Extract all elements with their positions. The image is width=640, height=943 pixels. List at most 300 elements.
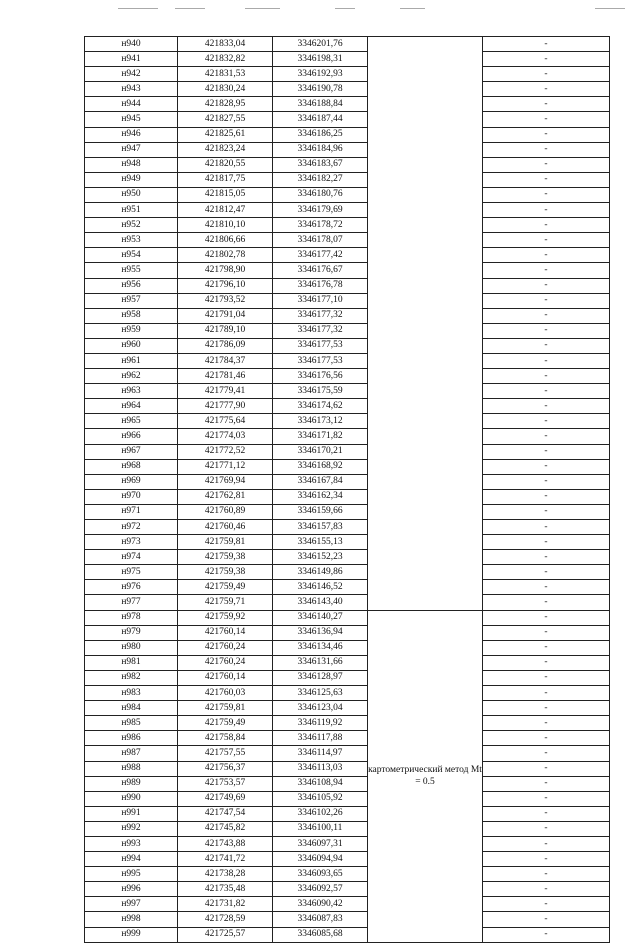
note-cell: -	[483, 776, 610, 791]
x-coordinate-cell: 421743,88	[178, 836, 273, 851]
point-name-cell: н965	[85, 414, 178, 429]
point-name-cell: н941	[85, 52, 178, 67]
x-coordinate-cell: 421725,57	[178, 927, 273, 942]
table-row	[85, 414, 610, 429]
x-coordinate-cell: 421759,71	[178, 595, 273, 610]
note-cell: -	[483, 867, 610, 882]
note-cell: -	[483, 791, 610, 806]
x-coordinate-cell: 421825,61	[178, 127, 273, 142]
note-cell: -	[483, 172, 610, 187]
note-cell: -	[483, 187, 610, 202]
point-name-cell: н964	[85, 399, 178, 414]
y-coordinate-cell: 3346128,97	[273, 670, 368, 685]
x-coordinate-cell: 421823,24	[178, 142, 273, 157]
note-cell: -	[483, 308, 610, 323]
x-coordinate-cell: 421802,78	[178, 248, 273, 263]
table-row	[85, 142, 610, 157]
table-row	[85, 686, 610, 701]
y-coordinate-cell: 3346125,63	[273, 686, 368, 701]
x-coordinate-cell: 421759,81	[178, 701, 273, 716]
y-coordinate-cell: 3346094,94	[273, 852, 368, 867]
y-coordinate-cell: 3346168,92	[273, 459, 368, 474]
x-coordinate-cell: 421728,59	[178, 912, 273, 927]
y-coordinate-cell: 3346159,66	[273, 504, 368, 519]
point-name-cell: н949	[85, 172, 178, 187]
y-coordinate-cell: 3346176,67	[273, 263, 368, 278]
table-row	[85, 670, 610, 685]
note-cell: -	[483, 67, 610, 82]
note-cell: -	[483, 489, 610, 504]
y-coordinate-cell: 3346119,92	[273, 716, 368, 731]
note-cell: -	[483, 263, 610, 278]
point-name-cell: н973	[85, 535, 178, 550]
coordinates-table-sheet	[84, 36, 610, 943]
table-row	[85, 504, 610, 519]
note-cell: -	[483, 248, 610, 263]
note-cell: -	[483, 218, 610, 233]
point-name-cell: н958	[85, 308, 178, 323]
point-name-cell: н947	[85, 142, 178, 157]
table-row	[85, 912, 610, 927]
table-row	[85, 655, 610, 670]
y-coordinate-cell: 3346167,84	[273, 474, 368, 489]
x-coordinate-cell: 421815,05	[178, 187, 273, 202]
y-coordinate-cell: 3346179,69	[273, 203, 368, 218]
point-name-cell: н990	[85, 791, 178, 806]
table-row	[85, 580, 610, 595]
note-cell: -	[483, 112, 610, 127]
note-cell: -	[483, 369, 610, 384]
x-coordinate-cell: 421775,64	[178, 414, 273, 429]
note-cell: -	[483, 640, 610, 655]
x-coordinate-cell: 421759,49	[178, 716, 273, 731]
point-name-cell: н997	[85, 897, 178, 912]
point-name-cell: н972	[85, 520, 178, 535]
table-row	[85, 172, 610, 187]
x-coordinate-cell: 421769,94	[178, 474, 273, 489]
y-coordinate-cell: 3346093,65	[273, 867, 368, 882]
note-cell: -	[483, 610, 610, 625]
y-coordinate-cell: 3346108,94	[273, 776, 368, 791]
x-coordinate-cell: 421759,38	[178, 565, 273, 580]
table-row	[85, 595, 610, 610]
table-row	[85, 157, 610, 172]
note-cell: -	[483, 384, 610, 399]
x-coordinate-cell: 421759,49	[178, 580, 273, 595]
note-cell: -	[483, 233, 610, 248]
point-name-cell: н980	[85, 640, 178, 655]
point-name-cell: н987	[85, 746, 178, 761]
table-row	[85, 535, 610, 550]
note-cell: -	[483, 82, 610, 97]
point-name-cell: н986	[85, 731, 178, 746]
y-coordinate-cell: 3346105,92	[273, 791, 368, 806]
point-name-cell: н995	[85, 867, 178, 882]
point-name-cell: н957	[85, 293, 178, 308]
point-name-cell: н945	[85, 112, 178, 127]
note-cell: -	[483, 927, 610, 942]
note-cell: -	[483, 821, 610, 836]
y-coordinate-cell: 3346162,34	[273, 489, 368, 504]
point-name-cell: н988	[85, 761, 178, 776]
x-coordinate-cell: 421771,12	[178, 459, 273, 474]
note-cell: -	[483, 580, 610, 595]
x-coordinate-cell: 421760,14	[178, 625, 273, 640]
table-row	[85, 927, 610, 942]
x-coordinate-cell: 421753,57	[178, 776, 273, 791]
x-coordinate-cell: 421760,14	[178, 670, 273, 685]
x-coordinate-cell: 421759,92	[178, 610, 273, 625]
table-row	[85, 836, 610, 851]
y-coordinate-cell: 3346187,44	[273, 112, 368, 127]
coordinates-table-body	[85, 37, 610, 943]
table-row	[85, 897, 610, 912]
y-coordinate-cell: 3346178,72	[273, 218, 368, 233]
point-name-cell: н982	[85, 670, 178, 685]
y-coordinate-cell: 3346190,78	[273, 82, 368, 97]
note-cell: -	[483, 535, 610, 550]
y-coordinate-cell: 3346177,32	[273, 308, 368, 323]
y-coordinate-cell: 3346176,78	[273, 278, 368, 293]
table-row	[85, 399, 610, 414]
note-cell: -	[483, 293, 610, 308]
x-coordinate-cell: 421784,37	[178, 353, 273, 368]
table-row	[85, 37, 610, 52]
point-name-cell: н996	[85, 882, 178, 897]
table-row	[85, 550, 610, 565]
note-cell: -	[483, 670, 610, 685]
x-coordinate-cell: 421760,89	[178, 504, 273, 519]
point-name-cell: н950	[85, 187, 178, 202]
y-coordinate-cell: 3346177,53	[273, 353, 368, 368]
point-name-cell: н981	[85, 655, 178, 670]
note-cell: -	[483, 414, 610, 429]
x-coordinate-cell: 421731,82	[178, 897, 273, 912]
point-name-cell: н946	[85, 127, 178, 142]
x-coordinate-cell: 421759,38	[178, 550, 273, 565]
point-name-cell: н976	[85, 580, 178, 595]
y-coordinate-cell: 3346177,42	[273, 248, 368, 263]
point-name-cell: н955	[85, 263, 178, 278]
point-name-cell: н994	[85, 852, 178, 867]
table-row	[85, 218, 610, 233]
point-name-cell: н956	[85, 278, 178, 293]
note-cell: -	[483, 731, 610, 746]
method-label: картометрический метод Mt = 0.5	[368, 764, 482, 787]
y-coordinate-cell: 3346143,40	[273, 595, 368, 610]
table-row	[85, 233, 610, 248]
table-row	[85, 731, 610, 746]
y-coordinate-cell: 3346174,62	[273, 399, 368, 414]
point-name-cell: н954	[85, 248, 178, 263]
y-coordinate-cell: 3346183,67	[273, 157, 368, 172]
note-cell: -	[483, 595, 610, 610]
y-coordinate-cell: 3346113,03	[273, 761, 368, 776]
point-name-cell: н943	[85, 82, 178, 97]
x-coordinate-cell: 421786,09	[178, 338, 273, 353]
note-cell: -	[483, 157, 610, 172]
y-coordinate-cell: 3346085,68	[273, 927, 368, 942]
x-coordinate-cell: 421832,82	[178, 52, 273, 67]
table-row	[85, 852, 610, 867]
x-coordinate-cell: 421817,75	[178, 172, 273, 187]
x-coordinate-cell: 421756,37	[178, 761, 273, 776]
table-row	[85, 384, 610, 399]
table-row	[85, 308, 610, 323]
note-cell: -	[483, 278, 610, 293]
note-cell: -	[483, 504, 610, 519]
table-row	[85, 353, 610, 368]
x-coordinate-cell: 421789,10	[178, 323, 273, 338]
x-coordinate-cell: 421830,24	[178, 82, 273, 97]
y-coordinate-cell: 3346149,86	[273, 565, 368, 580]
note-cell: -	[483, 429, 610, 444]
x-coordinate-cell: 421735,48	[178, 882, 273, 897]
point-name-cell: н983	[85, 686, 178, 701]
table-row	[85, 338, 610, 353]
note-cell: -	[483, 686, 610, 701]
x-coordinate-cell: 421749,69	[178, 791, 273, 806]
y-coordinate-cell: 3346201,76	[273, 37, 368, 52]
y-coordinate-cell: 3346173,12	[273, 414, 368, 429]
y-coordinate-cell: 3346192,93	[273, 67, 368, 82]
method-cell	[368, 610, 483, 942]
table-row	[85, 882, 610, 897]
table-row	[85, 791, 610, 806]
table-row	[85, 701, 610, 716]
method-cell-empty	[368, 37, 483, 611]
table-row	[85, 716, 610, 731]
x-coordinate-cell: 421762,81	[178, 489, 273, 504]
point-name-cell: н940	[85, 37, 178, 52]
note-cell: -	[483, 203, 610, 218]
point-name-cell: н992	[85, 821, 178, 836]
point-name-cell: н963	[85, 384, 178, 399]
note-cell: -	[483, 142, 610, 157]
y-coordinate-cell: 3346152,23	[273, 550, 368, 565]
y-coordinate-cell: 3346102,26	[273, 806, 368, 821]
x-coordinate-cell: 421760,24	[178, 655, 273, 670]
table-row	[85, 278, 610, 293]
x-coordinate-cell: 421791,04	[178, 308, 273, 323]
table-row	[85, 565, 610, 580]
x-coordinate-cell: 421810,10	[178, 218, 273, 233]
note-cell: -	[483, 912, 610, 927]
point-name-cell: н952	[85, 218, 178, 233]
note-cell: -	[483, 127, 610, 142]
y-coordinate-cell: 3346090,42	[273, 897, 368, 912]
y-coordinate-cell: 3346155,13	[273, 535, 368, 550]
point-name-cell: н966	[85, 429, 178, 444]
point-name-cell: н959	[85, 323, 178, 338]
point-name-cell: н998	[85, 912, 178, 927]
x-coordinate-cell: 421820,55	[178, 157, 273, 172]
y-coordinate-cell: 3346176,56	[273, 369, 368, 384]
y-coordinate-cell: 3346114,97	[273, 746, 368, 761]
note-cell: -	[483, 882, 610, 897]
note-cell: -	[483, 625, 610, 640]
table-row	[85, 459, 610, 474]
table-row	[85, 112, 610, 127]
y-coordinate-cell: 3346097,31	[273, 836, 368, 851]
y-coordinate-cell: 3346180,76	[273, 187, 368, 202]
x-coordinate-cell: 421772,52	[178, 444, 273, 459]
table-row	[85, 444, 610, 459]
point-name-cell: н978	[85, 610, 178, 625]
table-row	[85, 248, 610, 263]
table-row	[85, 203, 610, 218]
note-cell: -	[483, 520, 610, 535]
coordinates-table	[84, 36, 610, 943]
y-coordinate-cell: 3346177,10	[273, 293, 368, 308]
y-coordinate-cell: 3346171,82	[273, 429, 368, 444]
y-coordinate-cell: 3346177,53	[273, 338, 368, 353]
note-cell: -	[483, 353, 610, 368]
table-row	[85, 520, 610, 535]
x-coordinate-cell: 421747,54	[178, 806, 273, 821]
x-coordinate-cell: 421833,04	[178, 37, 273, 52]
note-cell: -	[483, 52, 610, 67]
x-coordinate-cell: 421738,28	[178, 867, 273, 882]
note-cell: -	[483, 852, 610, 867]
y-coordinate-cell: 3346136,94	[273, 625, 368, 640]
note-cell: -	[483, 459, 610, 474]
x-coordinate-cell: 421781,46	[178, 369, 273, 384]
x-coordinate-cell: 421774,03	[178, 429, 273, 444]
x-coordinate-cell: 421777,90	[178, 399, 273, 414]
x-coordinate-cell: 421793,52	[178, 293, 273, 308]
table-row	[85, 821, 610, 836]
note-cell: -	[483, 761, 610, 776]
note-cell: -	[483, 444, 610, 459]
point-name-cell: н944	[85, 97, 178, 112]
point-name-cell: н991	[85, 806, 178, 821]
table-row	[85, 761, 610, 776]
point-name-cell: н975	[85, 565, 178, 580]
note-cell: -	[483, 323, 610, 338]
point-name-cell: н999	[85, 927, 178, 942]
note-cell: -	[483, 746, 610, 761]
point-name-cell: н960	[85, 338, 178, 353]
table-row	[85, 746, 610, 761]
y-coordinate-cell: 3346100,11	[273, 821, 368, 836]
x-coordinate-cell: 421831,53	[178, 67, 273, 82]
table-row	[85, 806, 610, 821]
table-row	[85, 776, 610, 791]
y-coordinate-cell: 3346198,31	[273, 52, 368, 67]
point-name-cell: н979	[85, 625, 178, 640]
y-coordinate-cell: 3346087,83	[273, 912, 368, 927]
table-row	[85, 489, 610, 504]
point-name-cell: н961	[85, 353, 178, 368]
x-coordinate-cell: 421759,81	[178, 535, 273, 550]
note-cell: -	[483, 836, 610, 851]
table-row	[85, 625, 610, 640]
y-coordinate-cell: 3346182,27	[273, 172, 368, 187]
y-coordinate-cell: 3346117,88	[273, 731, 368, 746]
y-coordinate-cell: 3346140,27	[273, 610, 368, 625]
y-coordinate-cell: 3346184,96	[273, 142, 368, 157]
note-cell: -	[483, 897, 610, 912]
point-name-cell: н968	[85, 459, 178, 474]
table-row	[85, 263, 610, 278]
point-name-cell: н989	[85, 776, 178, 791]
note-cell: -	[483, 716, 610, 731]
x-coordinate-cell: 421758,84	[178, 731, 273, 746]
point-name-cell: н953	[85, 233, 178, 248]
table-row	[85, 293, 610, 308]
point-name-cell: н977	[85, 595, 178, 610]
point-name-cell: н962	[85, 369, 178, 384]
point-name-cell: н948	[85, 157, 178, 172]
table-row	[85, 82, 610, 97]
x-coordinate-cell: 421796,10	[178, 278, 273, 293]
y-coordinate-cell: 3346170,21	[273, 444, 368, 459]
point-name-cell: н951	[85, 203, 178, 218]
note-cell: -	[483, 701, 610, 716]
point-name-cell: н985	[85, 716, 178, 731]
point-name-cell: н967	[85, 444, 178, 459]
y-coordinate-cell: 3346177,32	[273, 323, 368, 338]
note-cell: -	[483, 550, 610, 565]
point-name-cell: н971	[85, 504, 178, 519]
x-coordinate-cell: 421760,03	[178, 686, 273, 701]
x-coordinate-cell: 421745,82	[178, 821, 273, 836]
table-row	[85, 429, 610, 444]
y-coordinate-cell: 3346157,83	[273, 520, 368, 535]
y-coordinate-cell: 3346134,46	[273, 640, 368, 655]
table-row	[85, 474, 610, 489]
x-coordinate-cell: 421812,47	[178, 203, 273, 218]
x-coordinate-cell: 421806,66	[178, 233, 273, 248]
point-name-cell: н984	[85, 701, 178, 716]
point-name-cell: н993	[85, 836, 178, 851]
x-coordinate-cell: 421741,72	[178, 852, 273, 867]
y-coordinate-cell: 3346175,59	[273, 384, 368, 399]
table-row	[85, 323, 610, 338]
note-cell: -	[483, 565, 610, 580]
y-coordinate-cell: 3346146,52	[273, 580, 368, 595]
x-coordinate-cell: 421779,41	[178, 384, 273, 399]
point-name-cell: н974	[85, 550, 178, 565]
table-row	[85, 97, 610, 112]
y-coordinate-cell: 3346188,84	[273, 97, 368, 112]
y-coordinate-cell: 3346186,25	[273, 127, 368, 142]
table-row	[85, 127, 610, 142]
point-name-cell: н969	[85, 474, 178, 489]
table-row	[85, 640, 610, 655]
table-row	[85, 187, 610, 202]
x-coordinate-cell: 421827,55	[178, 112, 273, 127]
table-row	[85, 369, 610, 384]
table-row	[85, 867, 610, 882]
point-name-cell: н970	[85, 489, 178, 504]
note-cell: -	[483, 655, 610, 670]
y-coordinate-cell: 3346178,07	[273, 233, 368, 248]
x-coordinate-cell: 421760,46	[178, 520, 273, 535]
x-coordinate-cell: 421798,90	[178, 263, 273, 278]
table-row	[85, 52, 610, 67]
y-coordinate-cell: 3346092,57	[273, 882, 368, 897]
note-cell: -	[483, 37, 610, 52]
note-cell: -	[483, 474, 610, 489]
note-cell: -	[483, 806, 610, 821]
point-name-cell: н942	[85, 67, 178, 82]
x-coordinate-cell: 421760,24	[178, 640, 273, 655]
x-coordinate-cell: 421757,55	[178, 746, 273, 761]
x-coordinate-cell: 421828,95	[178, 97, 273, 112]
y-coordinate-cell: 3346131,66	[273, 655, 368, 670]
